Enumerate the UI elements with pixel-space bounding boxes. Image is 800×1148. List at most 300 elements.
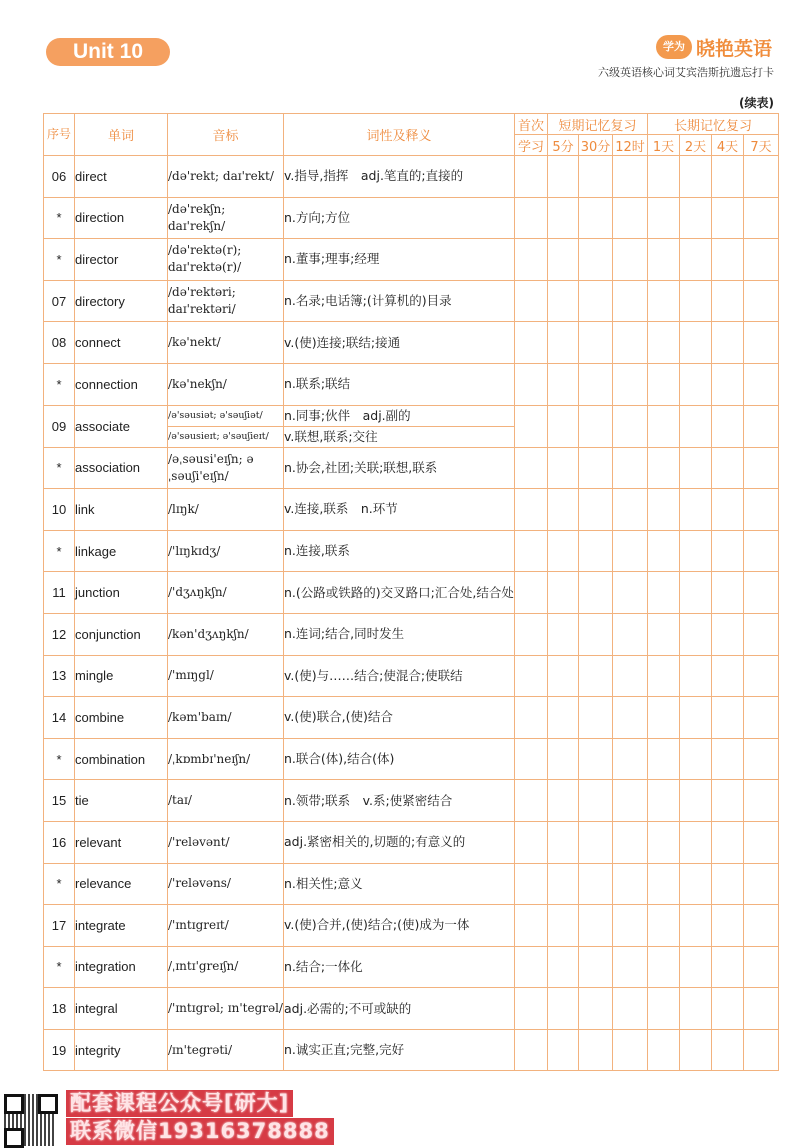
row-ipa: /əˌsəusi'eɪʃn; əˌsəuʃi'eɪʃn/: [168, 447, 284, 489]
checkbox-cell[interactable]: [548, 780, 579, 822]
checkbox-cell[interactable]: [744, 780, 779, 822]
checkbox-cell[interactable]: [648, 239, 680, 281]
checkbox-cell[interactable]: [648, 197, 680, 239]
header-long-col: 2天: [680, 135, 712, 156]
checkbox-cell[interactable]: [548, 239, 579, 281]
checkbox-cell[interactable]: [515, 322, 548, 364]
checkbox-cell[interactable]: [613, 156, 648, 198]
checkbox-cell[interactable]: [712, 905, 744, 947]
row-number: *: [44, 530, 75, 572]
checkbox-cell[interactable]: [613, 697, 648, 739]
checkbox-cell[interactable]: [579, 780, 613, 822]
checkbox-cell[interactable]: [712, 738, 744, 780]
header-ipa: 音标: [168, 114, 284, 156]
checkbox-cell[interactable]: [548, 1029, 579, 1071]
checkbox-cell[interactable]: [548, 863, 579, 905]
checkbox-cell[interactable]: [579, 280, 613, 322]
row-word: direct: [75, 156, 168, 198]
checkbox-cell[interactable]: [744, 697, 779, 739]
checkbox-cell[interactable]: [579, 905, 613, 947]
row-number: *: [44, 946, 75, 988]
checkbox-cell[interactable]: [712, 197, 744, 239]
checkbox-cell[interactable]: [648, 988, 680, 1030]
checkbox-cell[interactable]: [579, 405, 613, 447]
checkbox-cell[interactable]: [515, 821, 548, 863]
table-row: [44, 738, 779, 780]
row-ipa: /kən'dʒʌŋkʃn/: [168, 613, 284, 655]
page-subtitle: 六级英语核心词艾宾浩斯抗遗忘打卡: [598, 66, 774, 79]
checkbox-cell[interactable]: [648, 946, 680, 988]
checkbox-cell[interactable]: [648, 697, 680, 739]
checkbox-cell[interactable]: [548, 738, 579, 780]
row-word: combine: [75, 697, 168, 739]
checkbox-cell[interactable]: [712, 156, 744, 198]
row-number: 14: [44, 697, 75, 739]
header-short-col: 30分: [579, 135, 613, 156]
row-definition: v.指导,指挥 adj.笔直的;直接的: [284, 156, 515, 198]
row-word: mingle: [75, 655, 168, 697]
brand: [656, 33, 772, 61]
row-ipa: /'lɪŋkɪdʒ/: [168, 530, 284, 572]
checkbox-cell[interactable]: [548, 613, 579, 655]
checkbox-cell[interactable]: [579, 239, 613, 281]
checkbox-cell[interactable]: [680, 197, 712, 239]
checkbox-cell[interactable]: [744, 863, 779, 905]
checkbox-cell[interactable]: [579, 447, 613, 489]
row-definition: n.(公路或铁路的)交叉路口;汇合处,结合处: [284, 572, 515, 614]
checkbox-cell[interactable]: [515, 197, 548, 239]
checkbox-cell[interactable]: [548, 489, 579, 531]
checkbox-cell[interactable]: [548, 530, 579, 572]
checkbox-cell[interactable]: [515, 363, 548, 405]
header-def: 词性及释义: [284, 114, 515, 156]
checkbox-cell[interactable]: [744, 280, 779, 322]
checkbox-cell[interactable]: [613, 613, 648, 655]
checkbox-cell[interactable]: [648, 489, 680, 531]
table-row: [44, 447, 779, 489]
row-number: 13: [44, 655, 75, 697]
checkbox-cell[interactable]: [548, 572, 579, 614]
row-number: 15: [44, 780, 75, 822]
checkbox-cell[interactable]: [613, 572, 648, 614]
checkbox-cell[interactable]: [712, 946, 744, 988]
checkbox-cell[interactable]: [680, 489, 712, 531]
brand-logo-icon: 学为: [656, 35, 692, 59]
checkbox-cell[interactable]: [613, 1029, 648, 1071]
table-row: [44, 530, 779, 572]
row-definition: n.董事;理事;经理: [284, 239, 515, 281]
checkbox-cell[interactable]: [515, 863, 548, 905]
checkbox-cell[interactable]: [515, 572, 548, 614]
row-definition: v.(使)连接;联结;接通: [284, 322, 515, 364]
checkbox-cell[interactable]: [515, 447, 548, 489]
vocab-table: [43, 113, 779, 1071]
checkbox-cell[interactable]: [712, 821, 744, 863]
checkbox-cell[interactable]: [744, 905, 779, 947]
checkbox-cell[interactable]: [648, 322, 680, 364]
checkbox-cell[interactable]: [579, 1029, 613, 1071]
table-row: [44, 988, 779, 1030]
table-row: [44, 363, 779, 405]
header-long-col: 1天: [648, 135, 680, 156]
checkbox-cell[interactable]: [579, 489, 613, 531]
checkbox-cell[interactable]: [613, 780, 648, 822]
checkbox-cell[interactable]: [680, 988, 712, 1030]
checkbox-cell[interactable]: [613, 988, 648, 1030]
checkbox-cell[interactable]: [712, 405, 744, 447]
checkbox-cell[interactable]: [744, 946, 779, 988]
checkbox-cell[interactable]: [648, 1029, 680, 1071]
checkbox-cell[interactable]: [548, 322, 579, 364]
checkbox-cell[interactable]: [680, 447, 712, 489]
checkbox-cell[interactable]: [548, 697, 579, 739]
row-definition: n.联合(体),结合(体): [284, 738, 515, 780]
checkbox-cell[interactable]: [613, 489, 648, 531]
checkbox-cell[interactable]: [680, 821, 712, 863]
checkbox-cell[interactable]: [613, 530, 648, 572]
row-definition: n.连接,联系: [284, 530, 515, 572]
row-word: integration: [75, 946, 168, 988]
header-first: 首次: [515, 114, 548, 135]
table-row: [44, 946, 779, 988]
row-number: 08: [44, 322, 75, 364]
row-number: *: [44, 239, 75, 281]
header-word: 单词: [75, 114, 168, 156]
checkbox-cell[interactable]: [744, 1029, 779, 1071]
checkbox-cell[interactable]: [579, 946, 613, 988]
row-word: connection: [75, 363, 168, 405]
checkbox-cell[interactable]: [515, 489, 548, 531]
checkbox-cell[interactable]: [680, 863, 712, 905]
checkbox-cell[interactable]: [712, 780, 744, 822]
row-ipa: /taɪ/: [168, 780, 284, 822]
checkbox-cell[interactable]: [744, 239, 779, 281]
row-number: 12: [44, 613, 75, 655]
table-row: [44, 780, 779, 822]
row-ipa: /ə'səusiət; ə'səuʃiət/: [168, 405, 284, 426]
checkbox-cell[interactable]: [613, 239, 648, 281]
checkbox-cell[interactable]: [548, 655, 579, 697]
checkbox-cell[interactable]: [648, 780, 680, 822]
row-ipa: /kə'nekʃn/: [168, 363, 284, 405]
checkbox-cell[interactable]: [579, 363, 613, 405]
row-word: integrity: [75, 1029, 168, 1071]
checkbox-cell[interactable]: [648, 405, 680, 447]
row-definition: v.连接,联系 n.环节: [284, 489, 515, 531]
row-definition: v.联想,联系;交往: [284, 426, 515, 447]
row-word: integrate: [75, 905, 168, 947]
checkbox-cell[interactable]: [680, 905, 712, 947]
checkbox-cell[interactable]: [613, 738, 648, 780]
checkbox-cell[interactable]: [680, 239, 712, 281]
row-number: *: [44, 738, 75, 780]
checkbox-cell[interactable]: [712, 363, 744, 405]
checkbox-cell[interactable]: [648, 447, 680, 489]
checkbox-cell[interactable]: [744, 156, 779, 198]
checkbox-cell[interactable]: [680, 946, 712, 988]
table-row: [44, 697, 779, 739]
checkbox-cell[interactable]: [515, 655, 548, 697]
row-word: integral: [75, 988, 168, 1030]
row-word: connect: [75, 322, 168, 364]
checkbox-cell[interactable]: [680, 655, 712, 697]
row-word: relevant: [75, 821, 168, 863]
checkbox-cell[interactable]: [680, 697, 712, 739]
checkbox-cell[interactable]: [579, 572, 613, 614]
row-word: combination: [75, 738, 168, 780]
row-number: 07: [44, 280, 75, 322]
checkbox-cell[interactable]: [613, 197, 648, 239]
checkbox-cell[interactable]: [515, 156, 548, 198]
checkbox-cell[interactable]: [680, 1029, 712, 1071]
checkbox-cell[interactable]: [712, 322, 744, 364]
row-ipa: /ˌɪntɪ'greɪʃn/: [168, 946, 284, 988]
checkbox-cell[interactable]: [515, 613, 548, 655]
row-ipa: /ˌkɒmbɪ'neɪʃn/: [168, 738, 284, 780]
checkbox-cell[interactable]: [579, 530, 613, 572]
checkbox-cell[interactable]: [680, 322, 712, 364]
row-number: *: [44, 363, 75, 405]
row-ipa: /ə'səusieɪt; ə'səuʃieɪt/: [168, 426, 284, 447]
checkbox-cell[interactable]: [613, 905, 648, 947]
row-definition: v.(使)与……结合;使混合;使联结: [284, 655, 515, 697]
checkbox-cell[interactable]: [680, 780, 712, 822]
table-row: [44, 655, 779, 697]
checkbox-cell[interactable]: [744, 655, 779, 697]
checkbox-cell[interactable]: [744, 613, 779, 655]
checkbox-cell[interactable]: [515, 280, 548, 322]
checkbox-cell[interactable]: [744, 530, 779, 572]
row-number: *: [44, 197, 75, 239]
checkbox-cell[interactable]: [548, 363, 579, 405]
checkbox-cell[interactable]: [712, 530, 744, 572]
checkbox-cell[interactable]: [579, 655, 613, 697]
row-word: associate: [75, 405, 168, 447]
checkbox-cell[interactable]: [579, 821, 613, 863]
row-word: link: [75, 489, 168, 531]
row-word: association: [75, 447, 168, 489]
table-row: [44, 156, 779, 198]
row-number: 10: [44, 489, 75, 531]
table-row: [44, 197, 779, 239]
checkbox-cell[interactable]: [712, 988, 744, 1030]
row-ipa: /də'rektə(r); daɪ'rektə(r)/: [168, 239, 284, 281]
checkbox-cell[interactable]: [680, 363, 712, 405]
checkbox-cell[interactable]: [712, 655, 744, 697]
table-row: [44, 405, 779, 426]
checkbox-cell[interactable]: [613, 655, 648, 697]
checkbox-cell[interactable]: [648, 363, 680, 405]
table-row: [44, 905, 779, 947]
checkbox-cell[interactable]: [613, 447, 648, 489]
row-definition: adj.紧密相关的,切题的;有意义的: [284, 821, 515, 863]
table-row: [44, 280, 779, 322]
header-seq: 序号: [44, 114, 75, 156]
row-definition: n.同事;伙伴 adj.副的: [284, 405, 515, 426]
checkbox-cell[interactable]: [515, 1029, 548, 1071]
row-word: direction: [75, 197, 168, 239]
checkbox-cell[interactable]: [613, 863, 648, 905]
checkbox-cell[interactable]: [648, 280, 680, 322]
row-definition: n.相关性;意义: [284, 863, 515, 905]
checkbox-cell[interactable]: [613, 821, 648, 863]
row-number: 18: [44, 988, 75, 1030]
row-word: relevance: [75, 863, 168, 905]
checkbox-cell[interactable]: [648, 821, 680, 863]
row-number: 09: [44, 405, 75, 447]
row-ipa: /'reləvənt/: [168, 821, 284, 863]
checkbox-cell[interactable]: [648, 655, 680, 697]
row-ipa: /kəm'baɪn/: [168, 697, 284, 739]
checkbox-cell[interactable]: [515, 946, 548, 988]
table-row: [44, 613, 779, 655]
checkbox-cell[interactable]: [680, 156, 712, 198]
row-ipa: /də'rekt; daɪ'rekt/: [168, 156, 284, 198]
row-number: 11: [44, 572, 75, 614]
promo-banner: [66, 1090, 334, 1146]
checkbox-cell[interactable]: [744, 322, 779, 364]
checkbox-cell[interactable]: [744, 447, 779, 489]
checkbox-cell[interactable]: [648, 863, 680, 905]
checkbox-cell[interactable]: [579, 613, 613, 655]
row-word: director: [75, 239, 168, 281]
checkbox-cell[interactable]: [648, 572, 680, 614]
checkbox-cell[interactable]: [515, 988, 548, 1030]
checkbox-cell[interactable]: [712, 239, 744, 281]
checkbox-cell[interactable]: [548, 905, 579, 947]
checkbox-cell[interactable]: [648, 530, 680, 572]
header-short-col: 12时: [613, 135, 648, 156]
row-word: conjunction: [75, 613, 168, 655]
promo-line-1: 配套课程公众号[研大]: [66, 1090, 293, 1117]
row-number: *: [44, 863, 75, 905]
table-row: [44, 322, 779, 364]
promo-line-2: 联系微信19316378888: [66, 1118, 334, 1145]
checkbox-cell[interactable]: [548, 156, 579, 198]
checkbox-cell[interactable]: [680, 572, 712, 614]
table-row: [44, 239, 779, 281]
checkbox-cell[interactable]: [680, 738, 712, 780]
checkbox-cell[interactable]: [613, 363, 648, 405]
checkbox-cell[interactable]: [515, 697, 548, 739]
header-long: 长期记忆复习: [648, 114, 779, 135]
checkbox-cell[interactable]: [579, 197, 613, 239]
header-first-sub: 学习: [515, 135, 548, 156]
checkbox-cell[interactable]: [648, 738, 680, 780]
row-definition: n.名录;电话簿;(计算机的)目录: [284, 280, 515, 322]
row-number: 16: [44, 821, 75, 863]
checkbox-cell[interactable]: [515, 905, 548, 947]
checkbox-cell[interactable]: [712, 613, 744, 655]
checkbox-cell[interactable]: [579, 738, 613, 780]
checkbox-cell[interactable]: [648, 156, 680, 198]
checkbox-cell[interactable]: [744, 197, 779, 239]
row-definition: n.方向;方位: [284, 197, 515, 239]
header-short: 短期记忆复习: [548, 114, 648, 135]
checkbox-cell[interactable]: [744, 489, 779, 531]
checkbox-cell[interactable]: [680, 280, 712, 322]
row-definition: v.(使)合并,(使)结合;(使)成为一体: [284, 905, 515, 947]
row-ipa: /'reləvəns/: [168, 863, 284, 905]
checkbox-cell[interactable]: [744, 988, 779, 1030]
header-long-col: 4天: [712, 135, 744, 156]
checkbox-cell[interactable]: [648, 905, 680, 947]
checkbox-cell[interactable]: [579, 156, 613, 198]
row-ipa: /də'rekʃn; daɪ'rekʃn/: [168, 197, 284, 239]
checkbox-cell[interactable]: [744, 572, 779, 614]
checkbox-cell[interactable]: [548, 946, 579, 988]
checkbox-cell[interactable]: [680, 530, 712, 572]
unit-badge: Unit 10: [46, 38, 170, 66]
row-word: linkage: [75, 530, 168, 572]
row-definition: n.诚实正直;完整,完好: [284, 1029, 515, 1071]
checkbox-cell[interactable]: [712, 489, 744, 531]
checkbox-cell[interactable]: [515, 738, 548, 780]
checkbox-cell[interactable]: [548, 447, 579, 489]
row-definition: n.联系;联结: [284, 363, 515, 405]
checkbox-cell[interactable]: [548, 280, 579, 322]
row-definition: n.连词;结合,同时发生: [284, 613, 515, 655]
row-ipa: /lɪŋk/: [168, 489, 284, 531]
checkbox-cell[interactable]: [579, 697, 613, 739]
checkbox-cell[interactable]: [712, 572, 744, 614]
checkbox-cell[interactable]: [548, 405, 579, 447]
row-ipa: /'dʒʌŋkʃn/: [168, 572, 284, 614]
checkbox-cell[interactable]: [744, 405, 779, 447]
checkbox-cell[interactable]: [548, 197, 579, 239]
checkbox-cell[interactable]: [515, 405, 548, 447]
checkbox-cell[interactable]: [515, 239, 548, 281]
checkbox-cell[interactable]: [613, 280, 648, 322]
checkbox-cell[interactable]: [712, 863, 744, 905]
row-ipa: /ɪn'tegrəti/: [168, 1029, 284, 1071]
checkbox-cell[interactable]: [712, 447, 744, 489]
checkbox-cell[interactable]: [579, 322, 613, 364]
row-number: 17: [44, 905, 75, 947]
checkbox-cell[interactable]: [548, 821, 579, 863]
row-word: junction: [75, 572, 168, 614]
checkbox-cell[interactable]: [515, 530, 548, 572]
checkbox-cell[interactable]: [744, 738, 779, 780]
checkbox-cell[interactable]: [579, 863, 613, 905]
header-short-col: 5分: [548, 135, 579, 156]
row-ipa: /'ɪntɪgreɪt/: [168, 905, 284, 947]
checkbox-cell[interactable]: [613, 405, 648, 447]
checkbox-cell[interactable]: [680, 613, 712, 655]
continued-label: (续表): [739, 96, 774, 110]
row-definition: v.(使)联合,(使)结合: [284, 697, 515, 739]
checkbox-cell[interactable]: [712, 697, 744, 739]
table-row: [44, 821, 779, 863]
row-ipa: /'mɪŋgl/: [168, 655, 284, 697]
checkbox-cell[interactable]: [744, 821, 779, 863]
checkbox-cell[interactable]: [712, 280, 744, 322]
checkbox-cell[interactable]: [680, 405, 712, 447]
checkbox-cell[interactable]: [613, 946, 648, 988]
checkbox-cell[interactable]: [515, 780, 548, 822]
checkbox-cell[interactable]: [712, 1029, 744, 1071]
row-word: tie: [75, 780, 168, 822]
checkbox-cell[interactable]: [613, 322, 648, 364]
checkbox-cell[interactable]: [548, 988, 579, 1030]
qr-code-icon: [0, 1090, 62, 1148]
row-definition: n.领带;联系 v.系;使紧密结合: [284, 780, 515, 822]
checkbox-cell[interactable]: [579, 988, 613, 1030]
checkbox-cell[interactable]: [744, 363, 779, 405]
table-row: [44, 489, 779, 531]
table-row: [44, 572, 779, 614]
checkbox-cell[interactable]: [648, 613, 680, 655]
